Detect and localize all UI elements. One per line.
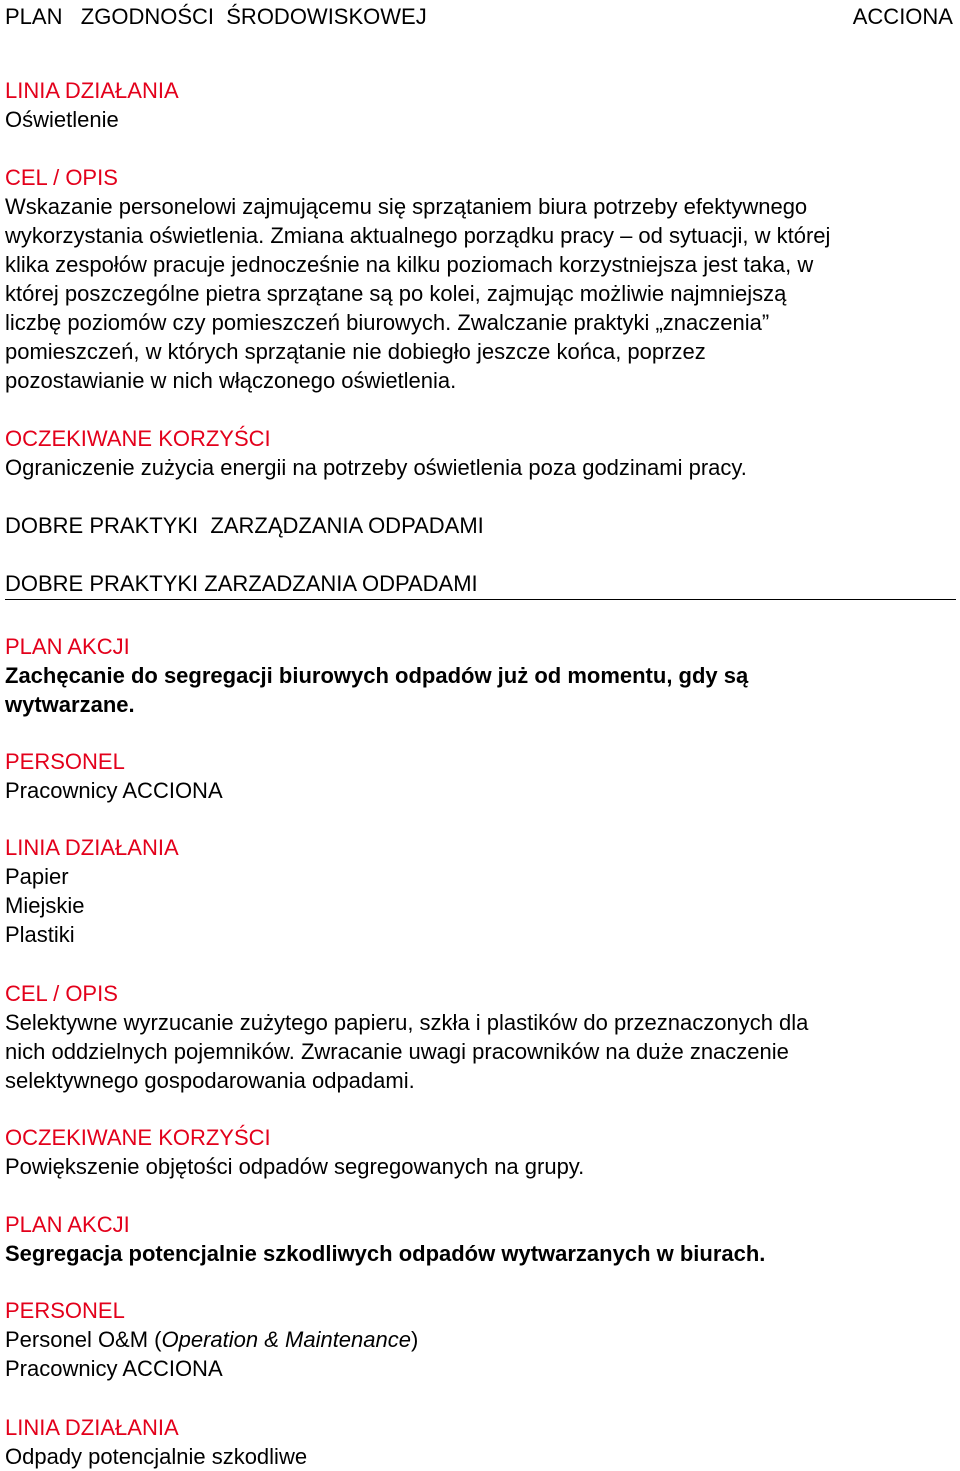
section-personel [5, 1296, 955, 1383]
heading-cel-opis: CEL / OPIS [5, 165, 118, 190]
paragraph-line: której poszczególne pietra sprzątane są po kolei, zajmując możliwie najmniejszą [5, 281, 787, 306]
heading-personel: PERSONEL [5, 749, 125, 774]
paragraph-line: wykorzystania oświetlenia. Zmiana aktualnego porządku pracy – od sytuacji, w której [5, 223, 831, 248]
korzysci-value: Powiększenie objętości odpadów segregowanych na grupy. [5, 1154, 585, 1179]
title-dobre-praktyki: DOBRE PRAKTYKI ZARZĄDZANIA ODPADAMI [5, 513, 484, 538]
paragraph-line: klika zespołów pracuje jednocześnie na kilku poziomach korzystniejsza jest taka, w [5, 252, 814, 277]
heading-linia-dzialania: LINIA DZIAŁANIA [5, 78, 179, 103]
plan-line: Zachęcanie do segregacji biurowych odpadów już od momentu, gdy są [5, 663, 749, 688]
heading-cel-opis: CEL / OPIS [5, 981, 118, 1006]
horizontal-rule [5, 599, 956, 600]
section-plan-akcji [5, 1210, 955, 1268]
paragraph-line: selektywnego gospodarowania odpadami. [5, 1068, 415, 1093]
header-company: ACCIONA [852, 4, 953, 29]
paragraph-line: liczbę poziomów czy pomieszczeń biurowych. Zwalczanie praktyki „znaczenia” [5, 310, 770, 335]
section-personel [5, 747, 955, 805]
page-header [5, 2, 955, 31]
heading-oczekiwane-korzysci: OCZEKIWANE KORZYŚCI [5, 1125, 271, 1150]
personel-value: Pracownicy ACCIONA [5, 1356, 223, 1381]
section-korzysci [5, 1123, 955, 1181]
section-cel-opis [5, 979, 955, 1095]
linia-item: Plastiki [5, 922, 75, 947]
heading-plan-akcji: PLAN AKCJI [5, 634, 130, 659]
linia-item: Miejskie [5, 893, 85, 918]
paragraph-line: Selektywne wyrzucanie zużytego papieru, szkła i plastików do przeznaczonych dla [5, 1010, 809, 1035]
paragraph-line: Wskazanie personelowi zajmującemu się sprzątaniem biura potrzeby efektywnego [5, 194, 808, 219]
section-subtitle-waste [5, 569, 955, 598]
section-title-waste [5, 511, 955, 540]
heading-linia-dzialania: LINIA DZIAŁANIA [5, 1415, 179, 1440]
section-korzysci [5, 424, 955, 482]
section-linia-dzialania [5, 833, 955, 949]
linia-item: Papier [5, 864, 69, 889]
personel-prefix: Personel O&M ( [5, 1327, 162, 1352]
personel-value [5, 1325, 955, 1354]
section-cel-opis [5, 163, 955, 395]
section-linia-dzialania [5, 1413, 955, 1471]
paragraph-line: pozostawianie w nich włączonego oświetlenia. [5, 368, 457, 393]
personel-italic: Operation & Maintenance [161, 1327, 411, 1352]
plan-line: Segregacja potencjalnie szkodliwych odpadów wytwarzanych w biurach. [5, 1241, 766, 1266]
plan-line: wytwarzane. [5, 692, 135, 717]
paragraph-line: nich oddzielnych pojemników. Zwracanie uwagi pracowników na duże znaczenie [5, 1039, 789, 1064]
header-title: PLAN ZGODNOŚCI ŚRODOWISKOWEJ [5, 4, 427, 29]
heading-plan-akcji: PLAN AKCJI [5, 1212, 130, 1237]
linia-value: Odpady potencjalnie szkodliwe [5, 1444, 308, 1469]
korzysci-value: Ograniczenie zużycia energii na potrzeby oświetlenia poza godzinami pracy. [5, 455, 747, 480]
section-plan-akcji [5, 632, 955, 719]
heading-personel: PERSONEL [5, 1298, 125, 1323]
section-lighting [5, 76, 955, 134]
personel-value: Pracownicy ACCIONA [5, 778, 223, 803]
heading-linia-dzialania: LINIA DZIAŁANIA [5, 835, 179, 860]
subtitle-dobre-praktyki: DOBRE PRAKTYKI ZARZADZANIA ODPADAMI [5, 571, 478, 596]
heading-oczekiwane-korzysci: OCZEKIWANE KORZYŚCI [5, 426, 271, 451]
linia-value: Oświetlenie [5, 107, 119, 132]
personel-suffix: ) [411, 1327, 419, 1352]
paragraph-line: pomieszczeń, w których sprzątanie nie dobiegło jeszcze końca, poprzez [5, 339, 706, 364]
